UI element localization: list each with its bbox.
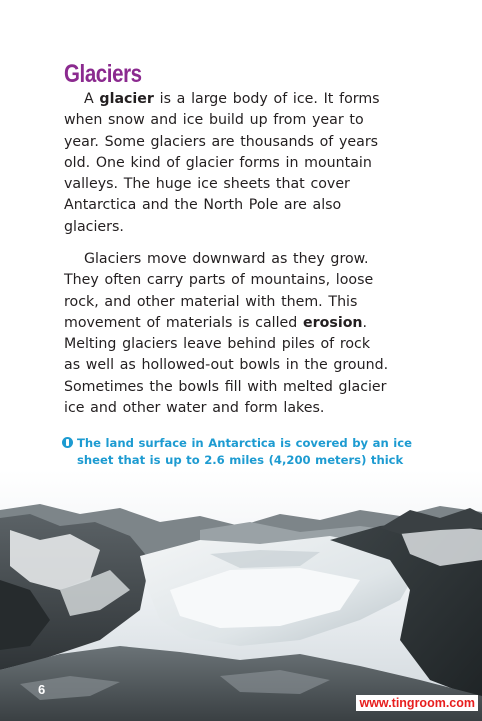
paragraph-line: old. One kind of glacier forms in mountain [64,154,372,171]
glossary-term-glacier: glacier [99,91,154,107]
paragraph-1 [64,89,424,238]
page-number: 6 [38,682,46,697]
paragraph-line: when snow and ice build up from year to [64,112,364,129]
text-segment: movement of materials is called [64,314,304,331]
paragraph-line: as well as hollowed-out bowls in the ground. [64,357,389,374]
paragraph-line: Melting glaciers leave behind piles of rock [64,336,371,353]
paragraph-line: Glaciers move downward as they grow. [84,251,369,267]
paragraph-2 [64,249,424,419]
paragraph-line: They often carry parts of mountains, loose [64,272,374,289]
paragraph-line: Sometimes the bowls fill with melted glacier [64,378,387,395]
glacier-photo [0,470,482,721]
text-segment: A [84,91,100,107]
paragraph-line: valleys. The huge ice sheets that cover [64,176,350,193]
text-segment: is a large body of ice. It forms [153,91,380,107]
glossary-term-erosion: erosion [303,314,363,331]
paragraph-line [64,89,424,110]
watermark: www.tingroom.com [356,695,478,711]
paragraph-line: Antarctica and the North Pole are also [64,197,342,214]
paragraph-line [64,313,424,334]
callout-line: The land surface in Antarctica is covered by an ice [77,436,412,450]
paragraph-line: ice and other water and form lakes. [64,400,325,417]
paragraph-line: year. Some glaciers are thousands of years [64,133,379,150]
paragraph-line: glaciers. [64,218,124,235]
page-title: Glaciers [64,60,142,88]
paragraph-line: rock, and other material with them. This [64,293,358,310]
info-icon [62,437,73,448]
callout-line: sheet that is up to 2.6 miles (4,200 meters) thick [77,452,404,467]
text-segment: . [362,314,368,331]
